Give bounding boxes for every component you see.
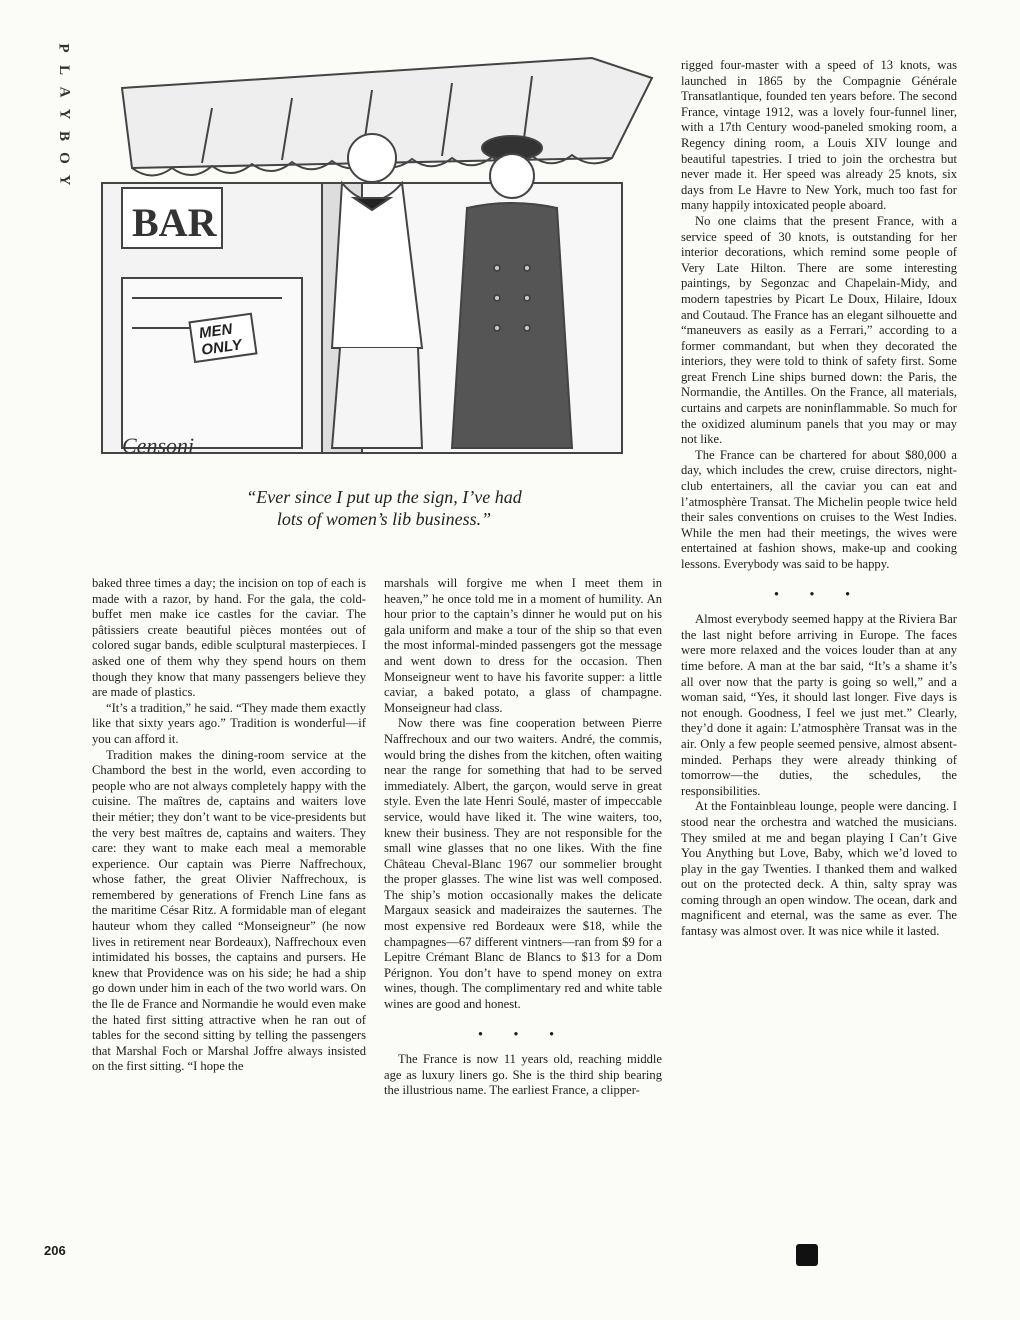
text-column-3	[681, 58, 957, 1268]
caption-line: “Ever since I put up the sign, I’ve had	[246, 487, 522, 507]
paragraph: “It’s a tradition,” he said. “They made them exactly like that sixty years ago.” Tradition is wonderful—if you can afford it.	[92, 700, 366, 746]
rabbit-end-mark-icon	[796, 1244, 818, 1266]
masthead-letter: L	[55, 64, 72, 78]
paragraph: Now there was fine cooperation between Pierre Naffrechoux and our two waiters. André, the commis, would bring the dishes from the kitchen, often waiting near the range for something that had to be served immediately. Albert, the garçon, would serve in great style. Even the late Henri Soulé, master of impeccable service, would have liked it. The wine waiters, too, knew their business. They are not responsible for the small wine glasses that no one likes. With the fine Château Cheval-Blanc 1967 our sommelier brought the proper glasses. The wine list was well composed. The ship’s motion occasionally makes the delicate Margaux seasick and madeiraizes the sauternes. The most expensive red Bordeaux were $18, while the champagnes—67 different vintners—ran from $9 for a Lepitre Crémant Blanc de Blancs to $13 for a Dom Pérignon. You don’t have to spend money on extra wines, though. The complimentary red and white table wines are good and honest.	[384, 716, 662, 1012]
section-break: • • •	[478, 1026, 568, 1041]
paragraph: baked three times a day; the incision on top of each is made with a razor, by hand. For the gala, the cold-buffet men make ice castles for the caviar. The pâtissiers create beautiful pièces montées out of colored sugar bands, edible sculptural masterpieces. I asked one of them why they spend hours on them though they know that many passengers believe they are made of plastics.	[92, 576, 366, 700]
caption-line: lots of women’s lib business.”	[276, 509, 492, 529]
paragraph: The France is now 11 years old, reaching middle age as luxury liners go. She is the third ship bearing the illustrious name. The earliest France, a clipper-	[384, 1052, 662, 1098]
masthead-letter: A	[56, 86, 72, 100]
masthead-letter: Y	[56, 174, 72, 188]
paragraph: The France can be chartered for about $80,000 a day, which includes the crew, cruise directors, night-club entertainers, all the caviar you can eat and l’atmosphère Transat. The Michelin people twice held their sales conventions on cruises to the West Indies. While the men had their meetings, the wives were entertained at fashion shows, make-up and cooking lessons. Everybody was said to be happy.	[681, 447, 957, 571]
cartoon-illustration	[92, 48, 676, 478]
masthead-letter: B	[55, 130, 72, 144]
artist-signature: Censoni	[122, 433, 195, 458]
bar-sign-text: BAR	[132, 200, 217, 245]
paragraph: Almost everybody seemed happy at the Riviera Bar the last night before arriving in Europe. The faces were more relaxed and the voices louder than at any time before. A man at the bar said, “It’s a shame it’s all over now that the party is going so well,” and a woman said, “Yes, it should last longer. Five days is not enough. Goodness, I feel we just met.” Clearly, they’d done it again: L’atmosphère Transat was in the air. Only a few people seemed pensive, almost absent-minded. Perhaps they were already thinking of tomorrow—the duties, the schedules, the responsibilities.	[681, 612, 957, 798]
text-column-1	[92, 576, 366, 1266]
paragraph: At the Fontainbleau lounge, people were dancing. I stood near the orchestra and watched the musicians. They smiled at me and began playing I Can’t Give You Anything but Love, Baby, which we’d loved to play in the gay Twenties. I thanked them and walked out on the protected deck. A thin, salty spray was coming through an open window. The ocean, dark and magnificent and eternal, was the same as ever. The fantasy was almost over. It was nice while it lasted.	[681, 799, 957, 939]
paragraph: marshals will forgive me when I meet them in heaven,” he once told me in a moment of humility. An hour prior to the captain’s dinner he would put on his gala uniform and make a tour of the ship so that even the most informal-minded passengers got the message and went down to dress for the occasion. Then Monseigneur went to have his favorite supper: a little caviar, a baked potato, a glass of champagne. Monseigneur had class.	[384, 576, 662, 715]
paragraph: Tradition makes the dining-room service at the Chambord the best in the world, even according to people who are not always completely happy with the cuisine. The maîtres de, captains and waiters love their métier; they don’t want to be vice-presidents but the very best maîtres de, captains and waiters. They care: they want to make each meal a memorable experience. Our captain was Pierre Naffrechoux, whose father, the great Olivier Naffrechoux, is remembered by generations of French Line fans as the maritime César Ritz. A formidable man of elegant hauteur whom they called “Monseigneur” (he now lives in retirement near Bordeaux), Naffrechoux even intimidated his bosses, the captains and pursers. He knew that Providence was on his side; he had a ship go down under him in each of the two world wars. On the Ile de France and Normandie he would even make the hated first sitting attractive when he ran out of tables for the second sitting by telling the passengers that Marshal Foch or Marshal Joffre always insisted on the first sitting. “I hope the	[92, 747, 366, 1074]
paragraph: No one claims that the present France, with a service speed of 30 knots, is outstanding for her interior decorations, which remind some people of Very Late Hilton. There are some interesting paintings, by Segonzac and Chapelain-Midy, and modern tapestries by Picart Le Doux, Hilaire, Idoux and Coutaud. The France has an elegant silhouette and “maneuvers as easily as a Ferrari,” according to a former commandant, but when they decorated the interiors, they were told to think of safety first. Some great French Line ships burned down: the Paris, the Normandie, the Antilles. On the France, all materials, curtains and carpets are noninflammable. So much for the oxidized aluminum panels that you may or may not like.	[681, 213, 957, 447]
masthead-letter: P	[55, 43, 72, 55]
men-only-sign-line1: MEN	[197, 320, 234, 343]
cartoon-caption	[92, 486, 676, 530]
section-break: • • •	[774, 586, 864, 601]
paragraph: rigged four-master with a speed of 13 knots, was launched in 1865 by the Compagnie Générale Transatlantique, founded ten years before. The second France, vintage 1912, was a lovely four-funnel liner, with a 17th Century wood-paneled smoking room, a Regency dining room, a Louis XIV lounge and beautiful tapestries. I tried to join the orchestra but never made it. Her speed was already 25 knots, six days from Le Havre to New York, much too fast for many happily intoxicated people aboard.	[681, 58, 957, 213]
text-column-2	[384, 576, 662, 1266]
magazine-masthead	[44, 40, 84, 190]
men-only-sign-line2: ONLY	[200, 336, 243, 359]
page-number: 206	[44, 1243, 66, 1258]
masthead-letter: Y	[56, 108, 72, 122]
masthead-letter: O	[55, 152, 72, 166]
